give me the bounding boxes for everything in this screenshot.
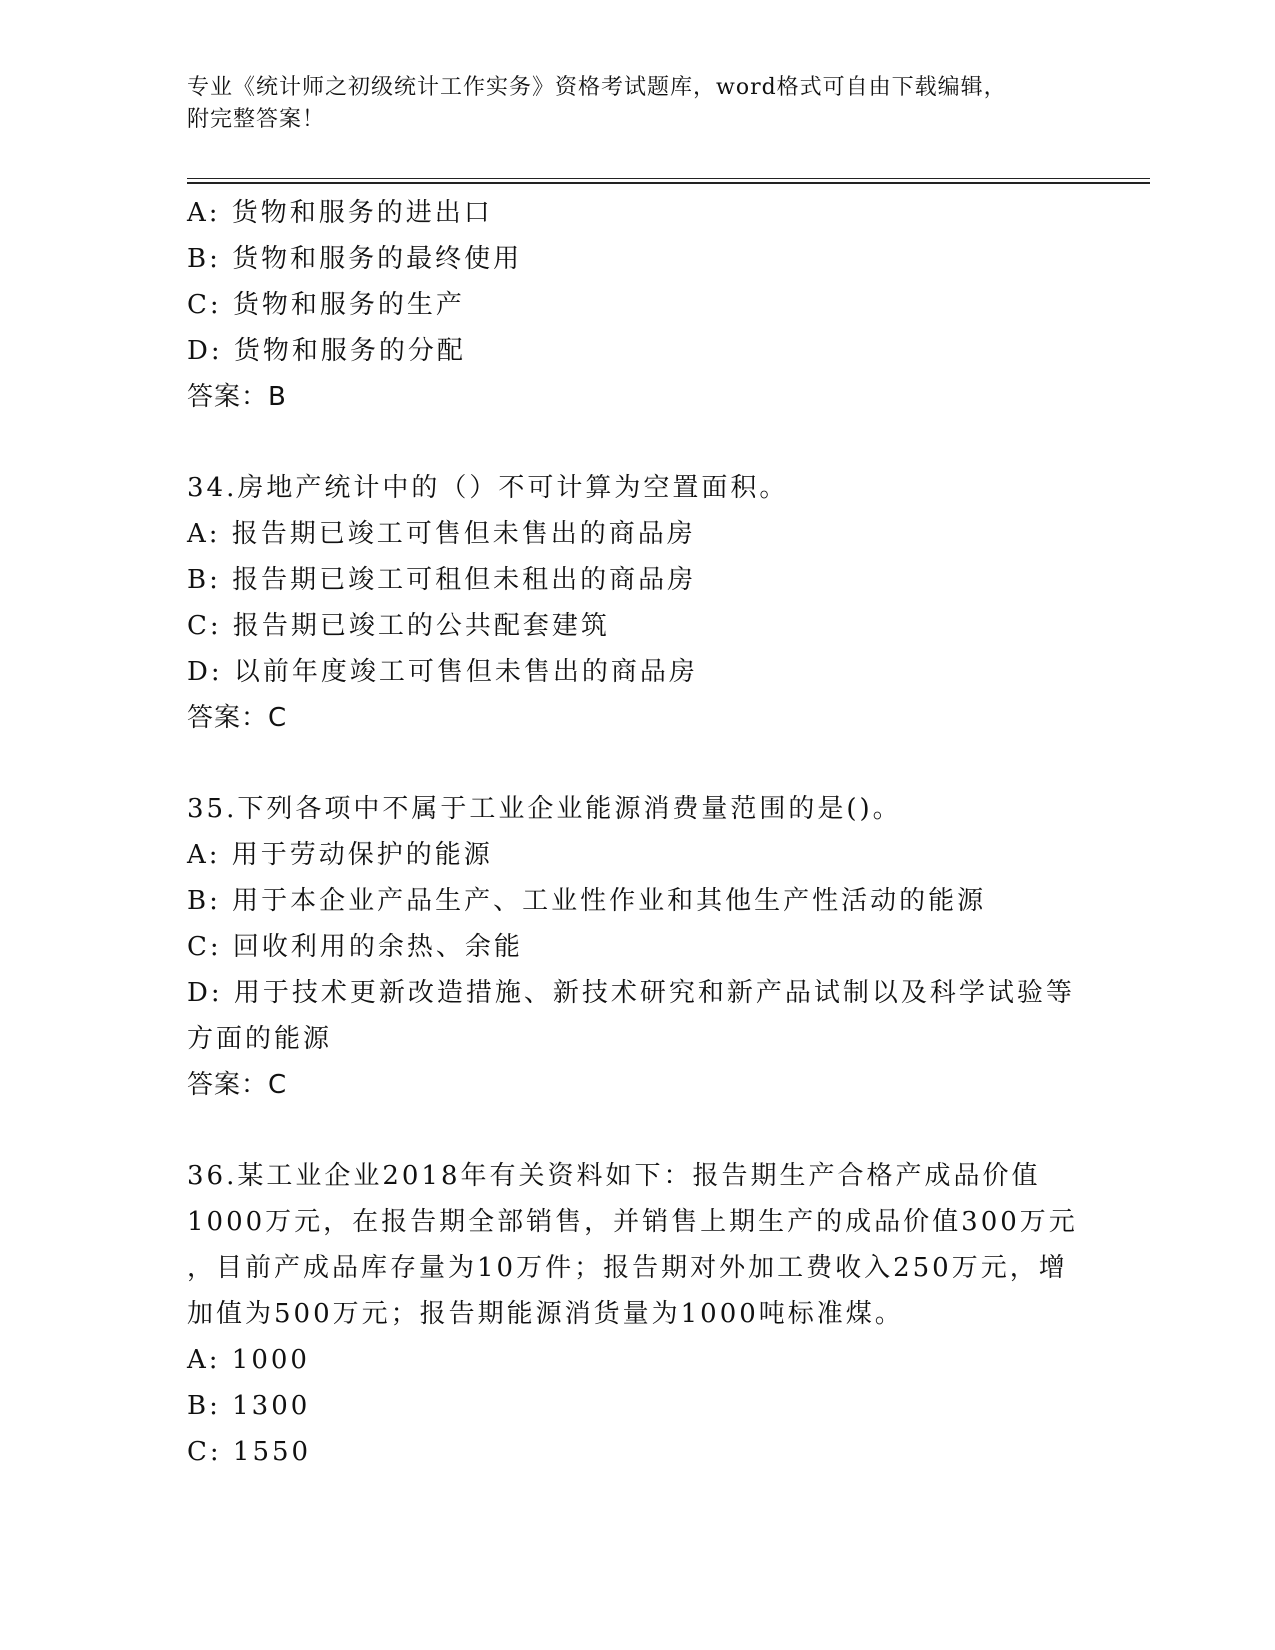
- option-a: A: 货物和服务的进出口: [187, 198, 493, 228]
- question-list: [187, 190, 1087, 1475]
- spacer: [187, 741, 1087, 786]
- option-c: C: 报告期已竣工的公共配套建筑: [187, 611, 610, 641]
- stem-line: 1000万元，在报告期全部销售，并销售上期生产的成品价值300万元: [187, 1207, 1078, 1237]
- header-line-2: 附完整答案！: [187, 107, 326, 132]
- question-stem: 35.下列各项中不属于工业企业能源消费量范围的是()。: [187, 794, 902, 824]
- answer: 答案：C: [187, 1070, 288, 1100]
- answer: 答案：C: [187, 703, 288, 733]
- question-34: [187, 465, 1087, 741]
- header-line-1: 专业《统计师之初级统计工作实务》资格考试题库，word格式可自由下载编辑，: [187, 75, 1007, 100]
- option-d-continued: 方面的能源: [187, 1024, 333, 1054]
- option-b: B: 货物和服务的最终使用: [187, 244, 523, 274]
- question-stem: [187, 1153, 1087, 1337]
- option-d: D: 用于技术更新改造措施、新技术研究和新产品试制以及科学试验等: [187, 978, 1075, 1008]
- stem-line: 36.某工业企业2018年有关资料如下：报告期生产合格产成品价值: [187, 1161, 1041, 1191]
- option-d: D: 货物和服务的分配: [187, 336, 466, 366]
- option-d: D: 以前年度竣工可售但未售出的商品房: [187, 657, 698, 687]
- option-c: C: 货物和服务的生产: [187, 290, 465, 320]
- stem-line: ，目前产成品库存量为10万件；报告期对外加工费收入250万元，增: [187, 1253, 1068, 1283]
- question-35: [187, 786, 1087, 1108]
- option-b: B: 1300: [187, 1391, 311, 1421]
- option-a: A: 报告期已竣工可售但未售出的商品房: [187, 519, 696, 549]
- question-36: [187, 1153, 1087, 1475]
- option-a: A: 1000: [187, 1345, 310, 1375]
- header-divider-thin: [187, 178, 1150, 179]
- option-a: A: 用于劳动保护的能源: [187, 840, 493, 870]
- spacer: [187, 1108, 1087, 1153]
- question-33: [187, 190, 1087, 420]
- answer: 答案：B: [187, 382, 287, 412]
- option-c: C: 1550: [187, 1437, 312, 1467]
- option-c: C: 回收利用的余热、余能: [187, 932, 523, 962]
- document-header: [187, 72, 1067, 136]
- stem-line: 加值为500万元；报告期能源消货量为1000吨标准煤。: [187, 1299, 904, 1329]
- header-divider-thick: [187, 182, 1150, 184]
- question-stem: 34.房地产统计中的（）不可计算为空置面积。: [187, 473, 789, 503]
- option-b: B: 用于本企业产品生产、工业性作业和其他生产性活动的能源: [187, 886, 987, 916]
- spacer: [187, 420, 1087, 465]
- option-b: B: 报告期已竣工可租但未租出的商品房: [187, 565, 697, 595]
